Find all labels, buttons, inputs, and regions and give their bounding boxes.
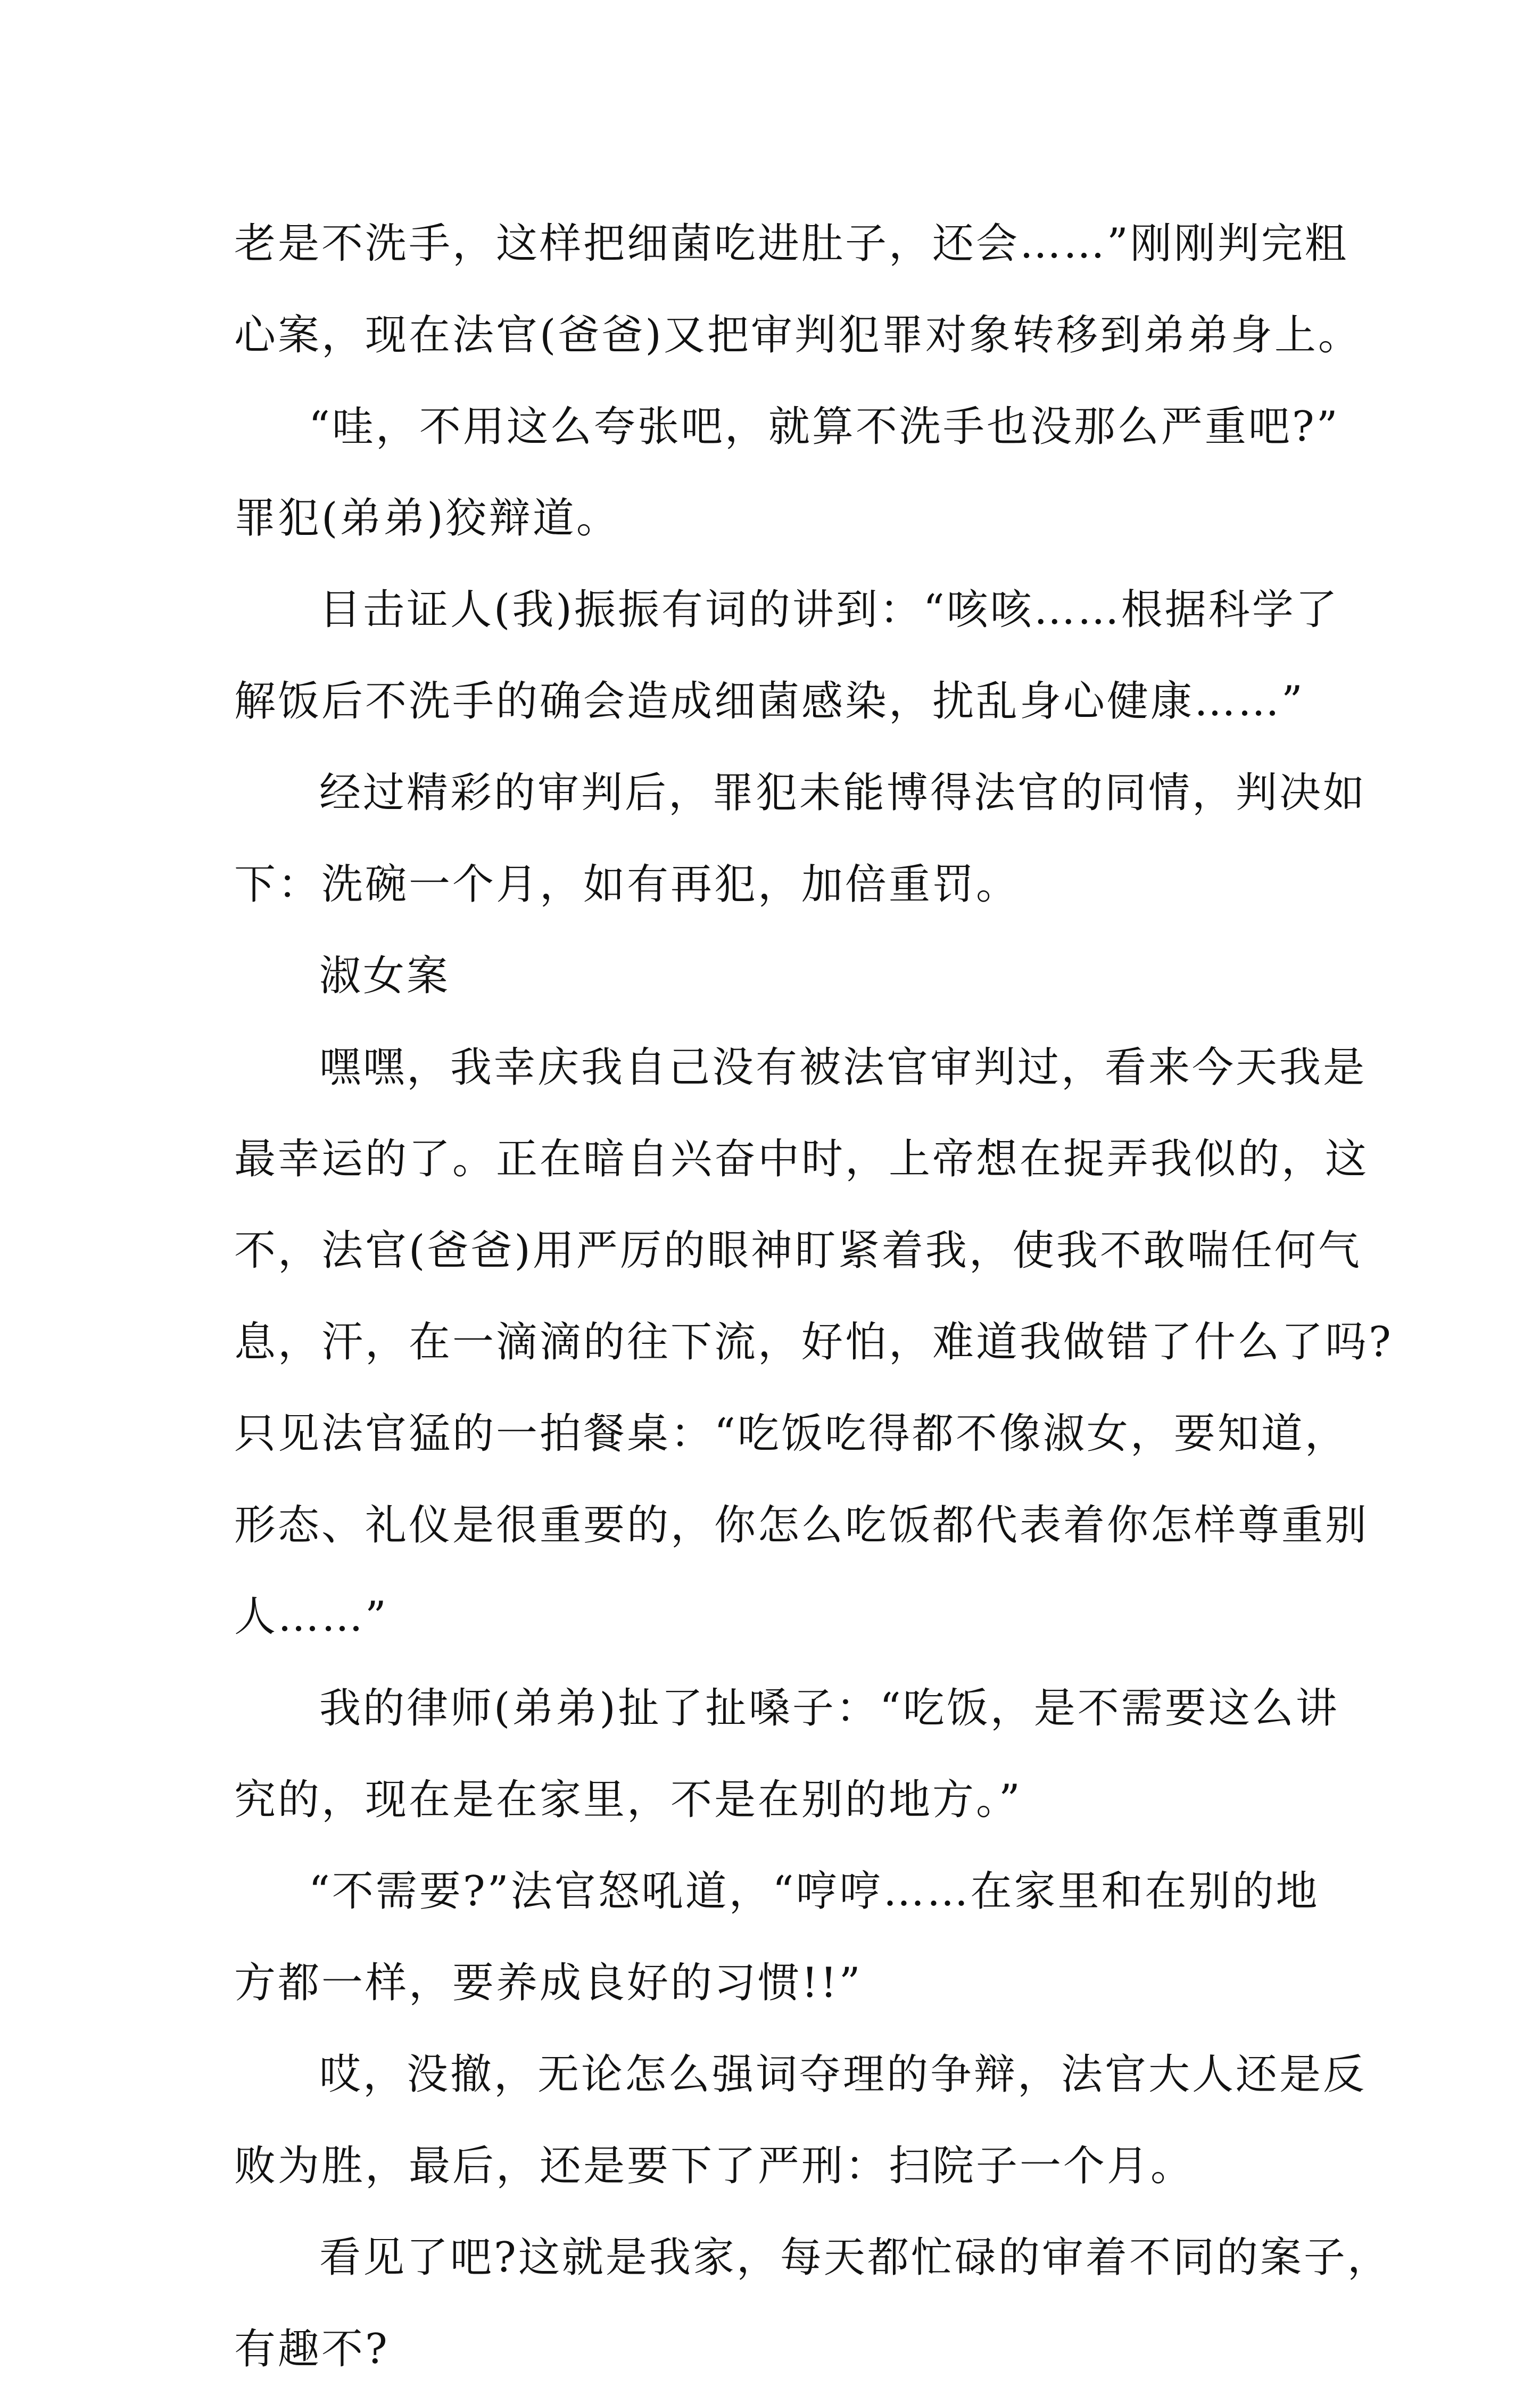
text-line: 罪犯(弟弟)狡辩道。 bbox=[234, 494, 620, 542]
section-heading: 淑女案 bbox=[319, 952, 451, 1000]
text-line: 方都一样，要养成良好的习惯!!” bbox=[234, 1959, 863, 2007]
text-line: 人……” bbox=[234, 1593, 388, 1641]
text-line: 经过精彩的审判后，罪犯未能博得法官的同情，判决如 bbox=[319, 769, 1367, 817]
text-line: 究的，现在是在家里，不是在别的地方。” bbox=[234, 1776, 1022, 1824]
text-line: 哎，没撤，无论怎么强词夺理的争辩，法官大人还是反 bbox=[319, 2051, 1367, 2099]
text-line: 老是不洗手，这样把细菌吃进肚子，还会……”刚刚判完粗 bbox=[234, 220, 1348, 268]
text-line: 形态、礼仪是很重要的，你怎么吃饭都代表着你怎样尊重别 bbox=[234, 1501, 1369, 1549]
text-line: 最幸运的了。正在暗自兴奋中时，上帝想在捉弄我似的，这 bbox=[234, 1135, 1369, 1183]
text-line: 下：洗碗一个月，如有再犯，加倍重罚。 bbox=[234, 861, 1020, 909]
text-line: 嘿嘿，我幸庆我自己没有被法官审判过，看来今天我是 bbox=[319, 1044, 1367, 1092]
text-line: 我的律师(弟弟)扯了扯嗓子：“吃饭，是不需要这么讲 bbox=[319, 1684, 1339, 1732]
text-line: 看见了吧?这就是我家，每天都忙碌的审着不同的案子， bbox=[319, 2234, 1391, 2282]
text-line: “不需要?”法官怒吼道，“哼哼……在家里和在别的地 bbox=[309, 1868, 1320, 1915]
text-line: 有趣不? bbox=[234, 2325, 390, 2373]
text-line: 目击证人(我)振振有词的讲到：“咳咳……根据科学了 bbox=[319, 586, 1339, 634]
text-line: 败为胜，最后，还是要下了严刑：扫院子一个月。 bbox=[234, 2142, 1195, 2190]
text-line: 不，法官(爸爸)用严厉的眼神盯紧着我，使我不敢喘任何气 bbox=[234, 1227, 1362, 1275]
text-line: 只见法官猛的一拍餐桌：“吃饭吃得都不像淑女，要知道， bbox=[234, 1410, 1348, 1458]
document-page bbox=[234, 198, 1393, 2395]
text-line: 解饭后不洗手的确会造成细菌感染，扰乱身心健康……” bbox=[234, 678, 1305, 725]
text-line: 心案，现在法官(爸爸)又把审判犯罪对象转移到弟弟身上。 bbox=[234, 311, 1362, 359]
text-line: “哇，不用这么夸张吧，就算不洗手也没那么严重吧?” bbox=[309, 403, 1340, 451]
text-line: 息，汗，在一滴滴的往下流，好怕，难道我做错了什么了吗? bbox=[234, 1318, 1393, 1366]
